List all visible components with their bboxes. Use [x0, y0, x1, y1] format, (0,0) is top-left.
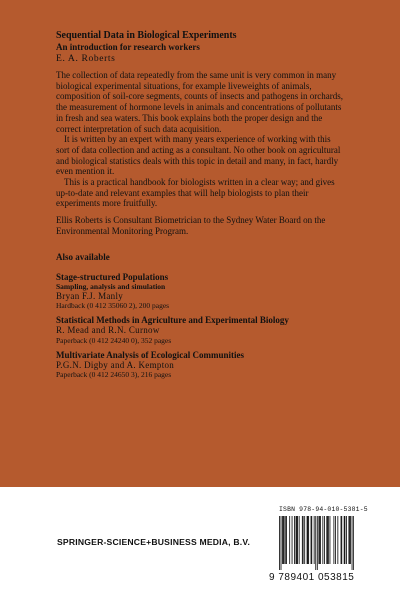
barcode-bar: [348, 516, 349, 564]
barcode-bar: [328, 516, 329, 564]
barcode-bar: [337, 516, 338, 564]
description-paragraph: This is a practical handbook for biologists written in a clear way; and gives up-to-date and relevant examples that will help biologists to plan their experiments more fruitfully.: [56, 177, 335, 209]
related-book: [56, 272, 346, 311]
also-available-heading: Also available: [56, 251, 110, 262]
barcode-bar: [279, 516, 280, 570]
barcode-number: 9 789401 053815: [269, 572, 355, 583]
barcode-bar: [317, 516, 318, 570]
barcode-bar: [315, 516, 316, 570]
book-subtitle: An introduction for research workers: [56, 42, 200, 52]
barcode-bar: [335, 516, 336, 564]
barcode-bar: [318, 516, 319, 564]
barcode-bar: [326, 516, 327, 564]
barcode-image: [279, 516, 354, 570]
publisher-name: SPRINGER-SCIENCE+BUSINESS MEDIA, B.V.: [57, 537, 251, 547]
barcode-bar: [303, 516, 304, 564]
related-book-author: Bryan F.J. Manly: [56, 290, 124, 301]
barcode-bar: [299, 516, 300, 564]
barcode-bar: [311, 516, 312, 564]
barcode-bar: [327, 516, 328, 564]
related-book-title: Multivariate Analysis of Ecological Communities: [56, 349, 244, 360]
barcode-bar: [344, 516, 345, 564]
book-title: Sequential Data in Biological Experiments: [56, 30, 237, 41]
author-bio: Ellis Roberts is Consultant Biometrician to the Sydney Water Board on the Environmental Monitoring Program.: [56, 215, 326, 236]
barcode-bar: [346, 516, 347, 564]
barcode-bar: [350, 516, 351, 564]
related-book: [56, 315, 346, 345]
cover-text: [56, 30, 346, 379]
related-book-meta: Paperback (0 412 24650 3), 216 pages: [56, 370, 172, 380]
description-paragraph: It is written by an expert with many years experience of working with this sort of data collection and acting as a consultant. No other book on agricultural and biological statistics deals with this topic in detail and many, in fact, hardly even mention it.: [56, 134, 341, 177]
barcode-bar: [308, 516, 309, 564]
barcode-bar: [324, 516, 325, 564]
barcode-bar: [281, 516, 282, 570]
barcode-bar: [286, 516, 287, 564]
barcode-bar: [302, 516, 303, 564]
related-book-title: Statistical Methods in Agriculture and Experimental Biology: [56, 315, 289, 326]
barcode-bar: [353, 516, 354, 570]
barcode-bar: [307, 516, 308, 564]
barcode-bar: [289, 516, 290, 564]
related-book-meta: Paperback (0 412 24240 0), 352 pages: [56, 335, 172, 345]
isbn-label: ISBN 978-94-010-5381-5: [279, 506, 368, 513]
book-author: E. A. Roberts: [56, 53, 116, 64]
barcode-bar: [333, 516, 334, 564]
barcode-bar: [349, 516, 350, 564]
barcode-bar: [314, 516, 315, 564]
barcode-bar: [297, 516, 298, 564]
barcode-bar: [282, 516, 283, 564]
barcode-bar: [330, 516, 331, 564]
barcode-bar: [304, 516, 305, 564]
related-book-author: R. Mead and R.N. Curnow: [56, 325, 160, 336]
barcode-bar: [285, 516, 286, 564]
barcode-bar: [294, 516, 295, 564]
related-book-meta: Hardback (0 412 35060 2), 200 pages: [56, 301, 170, 311]
barcode-bar: [307, 516, 308, 564]
related-book-author: P.G.N. Digby and A. Kempton: [56, 359, 175, 370]
barcode-bar: [296, 516, 297, 564]
barcode-bar: [320, 516, 321, 564]
barcode-bar: [283, 516, 284, 564]
barcode-bar: [341, 516, 342, 564]
barcode-bar: [322, 516, 323, 564]
barcode-bar: [352, 516, 353, 570]
related-book-title: Stage-structured Populations: [56, 271, 169, 282]
related-book: [56, 350, 346, 380]
barcode-bar: [292, 516, 293, 564]
barcode-bar: [345, 516, 346, 564]
description-paragraph: The collection of data repeatedly from the same unit is very common in many biological experimental situations, for example liveweights of animals, composition of soil-core segments, counts of insects and pathogens in orchards, the measurement of hormone levels in animals and concentrations of pollutants in fresh and sea waters. This book explains both the proper design and the correct interpretation of such data acquisition.: [56, 70, 343, 134]
barcode-bar: [341, 516, 342, 564]
barcode-bar: [296, 516, 297, 564]
barcode-bar: [319, 516, 320, 564]
barcode-bar: [284, 516, 285, 564]
related-book-subtitle: Sampling, analysis and simulation: [56, 281, 166, 291]
barcode-bar: [311, 516, 312, 564]
